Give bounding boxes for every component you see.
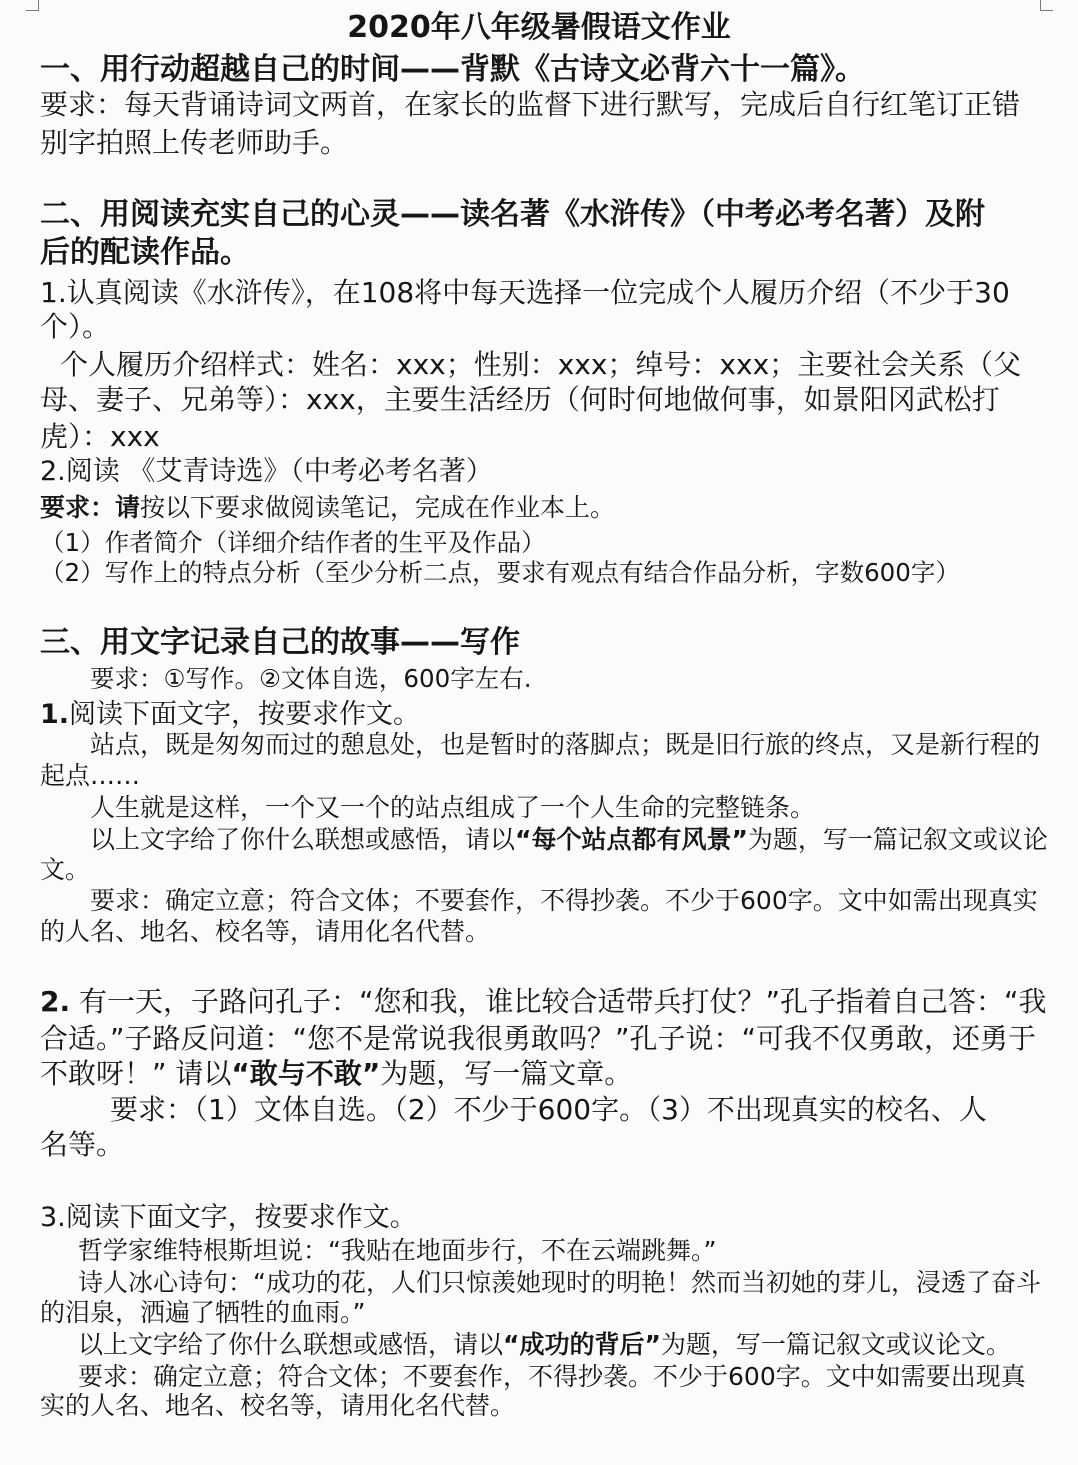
essay-topic: “每个站点都有风景”: [515, 825, 748, 854]
profile-format-line: 虎）：xxx: [40, 420, 160, 453]
prompt-3-quote: 哲学家维特根斯坦说：“我贴在地面步行，不在云端跳舞。”: [78, 1236, 717, 1265]
prompt-3-title: 3.阅读下面文字，按要求作文。: [40, 1202, 417, 1233]
prompt-1-passage-line: 人生就是这样，一个又一个的站点组成了一个人生命的完整链条。: [90, 793, 816, 822]
part-3-heading: 三、用文字记录自己的故事——写作: [40, 625, 520, 660]
part-2-task-2-title: 2.阅读 《艾青诗选》（中考必考名著）: [40, 456, 493, 487]
prompt-1-passage-line: 站点，既是匆匆而过的憩息处，也是暂时的落脚点；既是旧行旅的终点，又是新行程的: [90, 730, 1041, 759]
part-1-heading: 一、用行动超越自己的时间——背默《古诗文必背六十一篇》。: [40, 52, 865, 87]
prompt-1-title-text: 阅读下面文字，按要求作文。: [69, 699, 421, 730]
prompt-2-story-line: 合适。”子路反问道：“您不是常说我很勇敢吗？”孔子说：“可我不仅勇敢，还勇于: [40, 1022, 1037, 1055]
prompt-1-instruction: [90, 824, 1048, 856]
prompt-2-number: 2.: [40, 985, 71, 1018]
profile-format-line: 母、妻子、兄弟等）：xxx，主要生活经历（何时何地做何事，如景阳冈武松打: [40, 383, 1000, 416]
part-3-requirement: 要求：①写作。②文体自选，600字左右.: [90, 664, 532, 693]
prompt-2-story-text: 有一天，子路问孔子：“您和我，谁比较合适带兵打仗？”孔子指着自己答：“我: [70, 985, 1047, 1018]
instruction-post: 为题，写一篇记叙文或议论: [747, 825, 1048, 854]
prompt-1-passage-line: 起点……: [40, 761, 141, 790]
part-2-heading-line: 二、用阅读充实自己的心灵——读名著《水浒传》（中考必考名著）及附: [40, 197, 985, 232]
part-2-task-2-requirement: [40, 492, 615, 524]
profile-format-line: 个人履历介绍样式：姓名：xxx；性别：xxx；绰号：xxx；主要社会关系（父: [60, 348, 1022, 381]
prompt-2-story-line: [40, 1056, 632, 1092]
story-end-post: 为题，写一篇文章。: [380, 1057, 633, 1090]
part-2-heading-line: 后的配读作品。: [40, 235, 250, 270]
part-2-task-1-line: 1.认真阅读《水浒传》，在108将中每天选择一位完成个人履历介绍（不少于30: [40, 276, 1010, 309]
prompt-2-story-line: [40, 984, 1047, 1020]
instruction-pre: 以上文字给了你什么联想或感悟，请以: [90, 825, 516, 854]
document-title: 2020年八年级暑假语文作业: [347, 10, 731, 45]
part-1-requirement-line: 要求：每天背诵诗词文两首，在家长的监督下进行默写，完成后自行红笔订正错: [40, 88, 1021, 121]
prompt-3-quote-line: 的泪泉，洒遍了牺牲的血雨。”: [40, 1298, 366, 1327]
reading-note-item: （2）写作上的特点分析（至少分析二点，要求有观点有结合作品分析，字数600字）: [40, 558, 960, 587]
essay-topic: “敢与不敢”: [231, 1057, 381, 1090]
prompt-2-requirement-line: 要求：（1）文体自选。（2）不少于600字。（3）不出现真实的校名、人: [110, 1093, 987, 1126]
reading-note-item: （1）作者简介（详细介结作者的生平及作品）: [40, 528, 546, 557]
prompt-1-title: [40, 697, 420, 733]
prompt-1-requirement-line: 的人名、地名、校名等，请用化名代替。: [40, 917, 491, 946]
essay-topic: “成功的背后”: [503, 1330, 661, 1359]
prompt-1-number: 1.: [40, 699, 70, 730]
story-end-pre: 不敢呀！” 请以: [40, 1057, 232, 1090]
prompt-1-requirement-line: 要求：确定立意；符合文体；不要套作，不得抄袭。不少于600字。文中如需出现真实: [90, 886, 1038, 915]
part-2-task-1-line: 个）。: [40, 310, 111, 343]
prompt-3-requirement-line: 实的人名、地名、校名等，请用化名代替。: [40, 1391, 516, 1420]
instruction-pre: 以上文字给了你什么联想或感悟，请以: [78, 1330, 504, 1359]
prompt-1-instruction-end: 文。: [40, 855, 91, 884]
instruction-post: 为题，写一篇记叙文或议论文。: [660, 1330, 1011, 1359]
prompt-3-quote-line: 诗人冰心诗句：“成功的花，人们只惊羡她现时的明艳！然而当初她的芽儿，浸透了奋斗: [78, 1268, 1041, 1297]
prompt-3-instruction: [78, 1329, 1011, 1361]
requirement-bold-label: 要求：请: [40, 493, 141, 522]
prompt-2-requirement-line: 名等。: [40, 1128, 125, 1161]
requirement-text: 按以下要求做阅读笔记，完成在作业本上。: [140, 493, 616, 522]
part-1-requirement-line: 别字拍照上传老师助手。: [40, 126, 349, 159]
prompt-3-requirement-line: 要求：确定立意；符合文体；不要套作，不得抄袭。不少于600字。文中如需要出现真: [78, 1362, 1026, 1391]
